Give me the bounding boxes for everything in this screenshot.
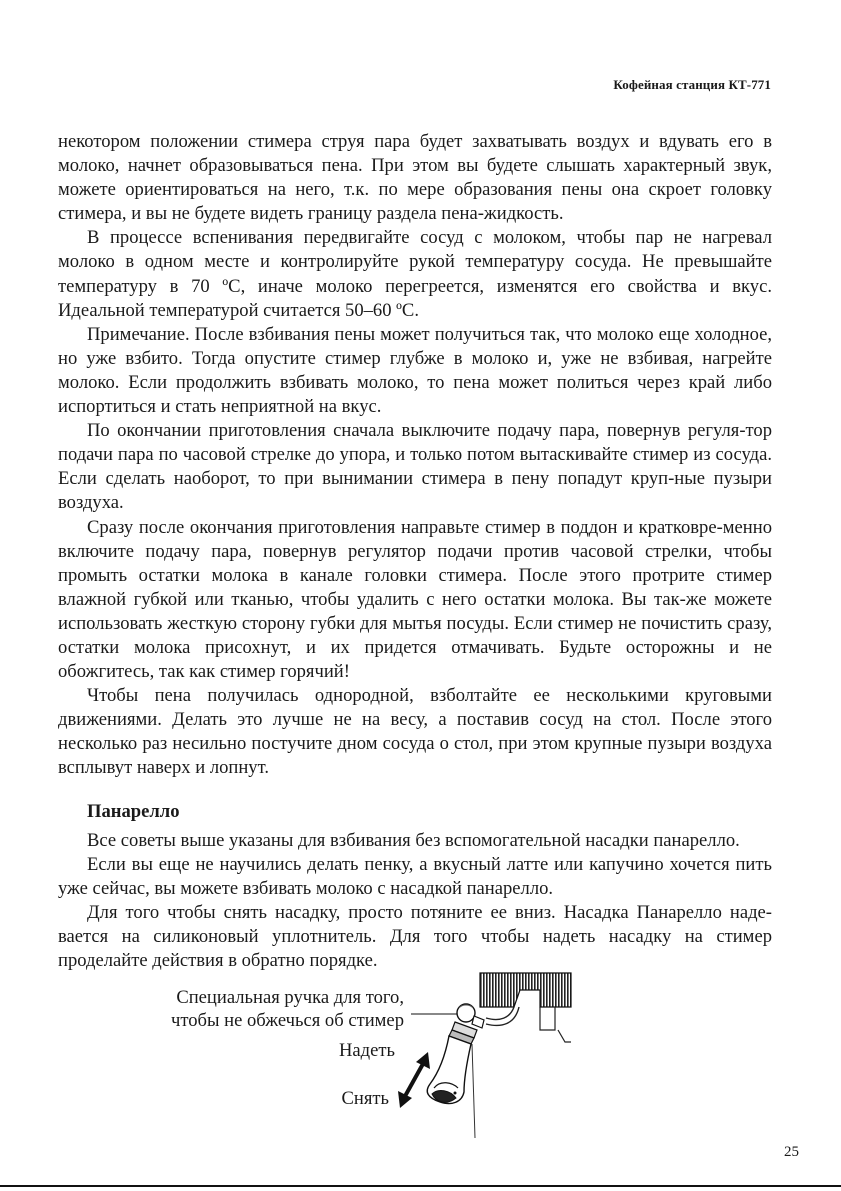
figure-label-handle-line2: чтобы не обжечься об стимер (170, 1010, 404, 1031)
paragraph-6: Чтобы пена получилась однородной, взболтайте ее несколькими круговыми движениями. Делать это лучше не на весу, а поставив сосуд на стол. После этого несколько раз несильно постучите дном сосуда о стол, при этом крупные пузыри воздуха всплывут наверх и лопнут. (58, 685, 772, 779)
paragraph-1: некотором положении стимера струя пара будет захватывать воздух и вдувать его в молоко, начнет образовываться пена. При этом вы будете слышать характерный звук, можете ориентироваться на него, т.к. по мере образования пены она скроет головку стимера, и вы не будете видеть границу раздела пена-жидкость. (58, 131, 772, 225)
figure-label-put-on: Надеть (339, 1040, 395, 1061)
running-header: Кофейная станция КТ-771 (613, 77, 771, 92)
page-number: 25 (784, 1144, 799, 1160)
section-paragraph-1: Все советы выше указаны для взбивания без вспомогательной насадки панарелло. (87, 829, 740, 851)
paragraph-2: В процессе вспенивания передвигайте сосуд с молоком, чтобы пар не нагревал молоко в одном месте и контролируйте рукой температуру сосуда. Не превышайте температуру в 70 ºС, иначе молоко перегреется, изменятся его свойства и вкус. Идеальной температурой считается 50–60 ºС. (58, 227, 772, 321)
section-paragraph-2: Если вы еще не научились делать пенку, а вкусный латте или капучино хочется пить уже сейчас, вы можете взбивать молоко с насадкой панарелло. (58, 853, 772, 899)
paragraph-4: По окончании приготовления сначала выключите подачу пара, повернув регуля-тор подачи пара по часовой стрелке до упора, и только потом вытаскивайте стимер из сосуда. Если сделать наоборот, то при вынимании стимера в пену попадут круп-ные пузыри воздуха. (58, 420, 772, 514)
paragraph-5: Сразу после окончания приготовления направьте стимер в поддон и кратковре-менно включите подачу пара, повернув регулятор подачи против часовой стрелки, чтобы промыть остатки молока в канале головки стимера. После этого протрите стимер влажной губкой или тканью, чтобы удалить с него остатки молока. Вы так-же можете использовать жесткую сторону губки для мытья посуды. Если стимер не почистить сразу, остатки молока присохнут, и их придется отмачивать. Будьте осторожны и не обожгитесь, так как стимер горячий! (58, 516, 772, 683)
machine-body (480, 973, 571, 1007)
steamer-illustration (0, 970, 841, 1145)
figure-label-handle-line1: Специальная ручка для того, (176, 987, 404, 1008)
figure-label-take-off: Снять (341, 1088, 389, 1109)
paragraph-3: Примечание. После взбивания пены может получиться так, что молоко еще холодное, но уже взбито. Тогда опустите стимер глубже в молоко и, уже не взбивая, нагрейте молоко. Если продолжить взбивать молоко, то пена может политься через край либо испортиться и стать неприятной на вкус. (58, 323, 772, 418)
panarello-figure (0, 970, 841, 1145)
section-heading: Панарелло (87, 800, 180, 822)
bottom-divider (0, 1185, 841, 1187)
up-down-arrow-icon (398, 1052, 430, 1108)
page-body (58, 130, 772, 973)
section-paragraph-3: Для того чтобы снять насадку, просто потяните ее вниз. Насадка Панарелло наде-вается на силиконовый уплотнитель. Для того чтобы надеть насадку на стимер проделайте действия в обратно порядке. (58, 901, 772, 971)
